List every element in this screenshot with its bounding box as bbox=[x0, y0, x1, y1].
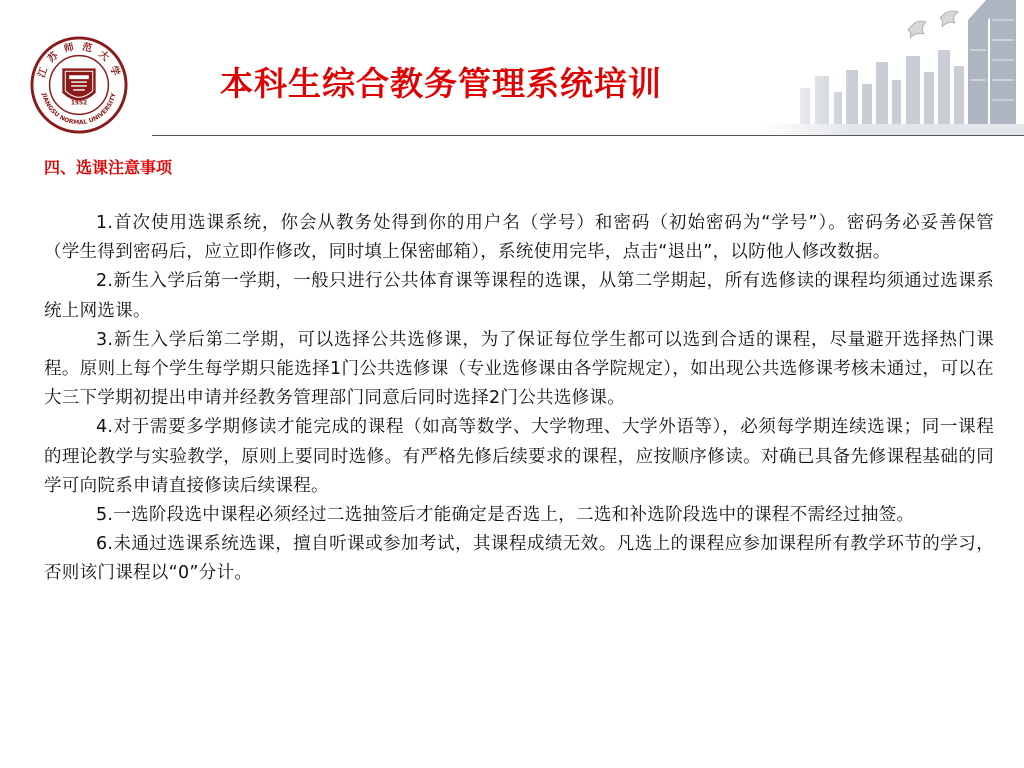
city-skyline-decoration-icon bbox=[760, 0, 1024, 136]
header-divider bbox=[152, 135, 1024, 136]
list-item: 3.新生入学后第二学期，可以选择公共选修课，为了保证每位学生都可以选到合适的课程，尽量避开选择热门课程。原则上每个学生每学期只能选择1门公共选修课（专业选修课由各学院规定），如出现公共选修课考核未通过，可以在大三下学期初提出申请并经教务管理部门同意后同时选择2门公共选修课。 bbox=[44, 329, 994, 409]
logo-top-text: 江 苏 师 范 大 学 bbox=[36, 41, 122, 80]
logo-bottom-text: JIANGSU NORMAL UNIVERSITY bbox=[40, 92, 118, 127]
section-heading: 四、选课注意事项 bbox=[44, 158, 173, 177]
section-body bbox=[44, 209, 994, 589]
list-item: 2.新生入学后第一学期，一般只进行公共体育课等课程的选课，从第二学期起，所有选修读的课程均须通过选课系统上网选课。 bbox=[44, 271, 994, 321]
list-item: 1.首次使用选课系统，你会从教务处得到你的用户名（学号）和密码（初始密码为“学号”）。密码务必妥善保管（学生得到密码后，应立即作修改，同时填上保密邮箱），系统使用完毕，点击“退出”，以防他人修改数据。 bbox=[44, 213, 994, 263]
list-item: 4.对于需要多学期修读才能完成的课程（如高等数学、大学物理、大学外语等），必须每学期连续选课；同一课程的理论教学与实验教学，原则上要同时选修。有严格先修后续要求的课程，应按顺序修读。对确已具备先修课程基础的同学可向院系申请直接修读后续课程。 bbox=[44, 417, 994, 496]
list-item: 6.未通过选课系统选课，擅自听课或参加考试，其课程成绩无效。凡选上的课程应参加课程所有教学环节的学习，否则该门课程以“0”分计。 bbox=[44, 534, 994, 584]
list-item: 5.一选阶段选中课程必须经过二选抽签后才能确定是否选上，二选和补选阶段选中的课程不需经过抽签。 bbox=[96, 505, 915, 526]
page-title: 本科生综合教务管理系统培训 bbox=[220, 64, 662, 103]
logo-year: 1952 bbox=[70, 100, 88, 107]
university-seal-icon bbox=[30, 36, 128, 134]
